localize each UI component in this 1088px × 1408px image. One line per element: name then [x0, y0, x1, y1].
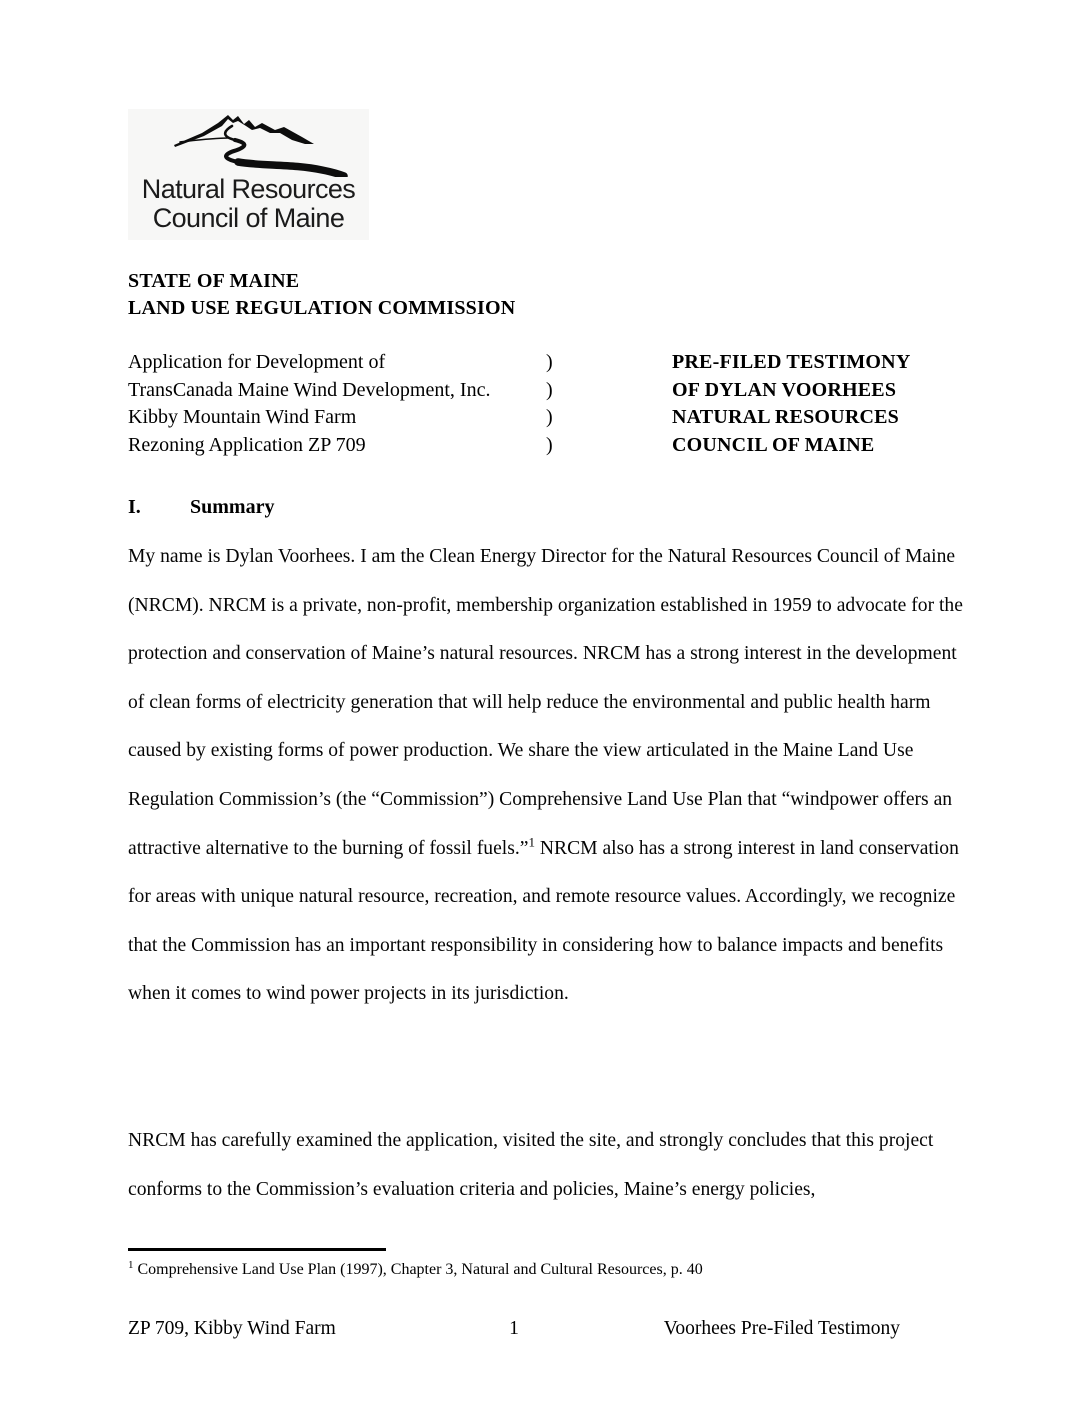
logo-wordmark — [128, 175, 369, 233]
nrcm-logo — [128, 109, 369, 240]
caption-paren: ) — [546, 406, 553, 428]
footnote-1 — [128, 1258, 968, 1282]
logo-wordmark-line1: Natural Resources — [141, 174, 356, 204]
mountains-river-icon — [172, 113, 350, 177]
summary-paragraph-1 — [128, 533, 968, 1019]
caption-right-line: NATURAL RESOURCES — [672, 406, 899, 428]
caption-row — [128, 432, 968, 460]
caption-right-line: PRE-FILED TESTIMONY — [672, 351, 911, 373]
caption-row — [128, 404, 968, 432]
section-heading-summary — [128, 496, 274, 519]
caption-left-line: Rezoning Application ZP 709 — [128, 433, 366, 456]
caption-left-line: Application for Development of — [128, 351, 386, 373]
caption-left-line: Kibby Mountain Wind Farm — [128, 406, 357, 428]
section-title: Summary — [190, 496, 275, 518]
caption-left-line: TransCanada Maine Wind Development, Inc. — [128, 378, 491, 401]
letterhead — [128, 268, 515, 322]
case-caption — [128, 349, 968, 459]
page-footer — [128, 1318, 900, 1340]
logo-wordmark-line2: Council of Maine — [152, 203, 345, 233]
caption-row — [128, 377, 968, 405]
caption-right-line: COUNCIL OF MAINE — [672, 433, 875, 456]
footnote-separator-rule — [128, 1248, 386, 1251]
caption-right-line: OF DYLAN VOORHEES — [672, 378, 897, 401]
letterhead-commission: LAND USE REGULATION COMMISSION — [128, 297, 516, 319]
section-numeral: I. — [128, 496, 141, 518]
caption-paren: ) — [546, 351, 553, 373]
caption-paren: ) — [546, 378, 553, 401]
paragraph-1-text-before: My name is Dylan Voorhees. I am the Clean Energy Director for the Natural Resources Council of Maine (NRCM). NRCM is a private, non-profit, membership organization established in 1959 to advocate for the protection and conservation of Maine’s natural resources. NRCM has a strong interest in the development of clean forms of electricity generation that will help reduce the environmental and public health harm caused by existing forms of power production. We share the view articulated in the Maine Land Use Regulation Commission’s (the “Commission”) Comprehensive Land Use Plan that “windpower offers an attractive alternative to the burning of fossil fuels.” — [128, 546, 963, 859]
footnote-reference-1: 1 — [528, 834, 535, 850]
footnote-1-marker: 1 — [128, 1258, 134, 1271]
footer-doc-label: Voorhees Pre-Filed Testimony — [663, 1318, 900, 1339]
summary-paragraph-2: NRCM has carefully examined the application, visited the site, and strongly concludes that this project conforms to the Commission’s evaluation criteria and policies, Maine’s energy policies, — [128, 1130, 934, 1200]
footer-page-number: 1 — [509, 1318, 519, 1339]
footer-case-label: ZP 709, Kibby Wind Farm — [128, 1318, 336, 1339]
caption-paren: ) — [546, 433, 553, 456]
caption-row — [128, 349, 968, 377]
footnote-1-text: Comprehensive Land Use Plan (1997), Chapter 3, Natural and Cultural Resources, p. 40 — [137, 1261, 703, 1278]
paragraph-1-text-after: NRCM also has a strong interest in land conservation for areas with unique natural resource, recreation, and remote resource values. Accordingly, we recognize that the Commission has an important responsibility in considering how to balance impacts and benefits when it comes to wind power projects in its jurisdiction. — [128, 837, 959, 1005]
letterhead-state: STATE OF MAINE — [128, 270, 300, 292]
